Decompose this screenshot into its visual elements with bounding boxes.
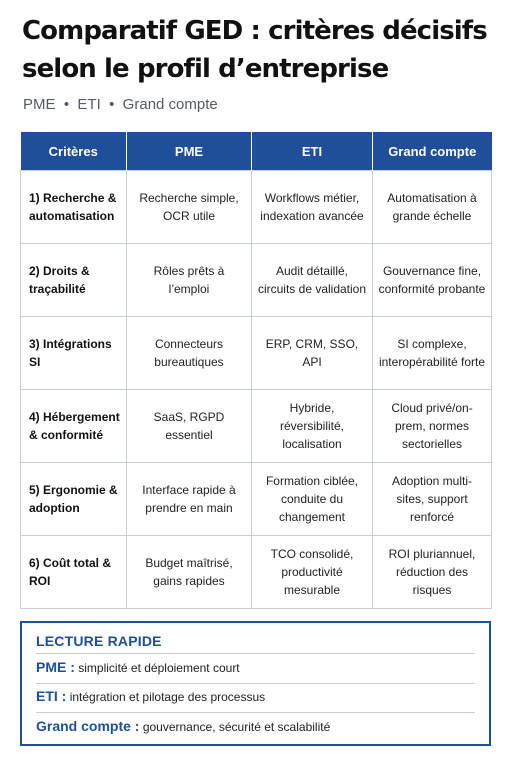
table-row — [21, 317, 492, 390]
quick-read-label: ETI : — [36, 688, 67, 704]
criterion-cell: 6) Coût total & ROI — [21, 536, 127, 609]
pme-cell: SaaS, RGPD essentiel — [127, 390, 252, 463]
pme-cell: Recherche simple, OCR utile — [127, 171, 252, 244]
grand-compte-cell: ROI pluriannuel, réduction des risques — [373, 536, 492, 609]
eti-cell: ERP, CRM, SSO, API — [252, 317, 373, 390]
table-row — [21, 171, 492, 244]
pme-cell: Connecteurs bureautiques — [127, 317, 252, 390]
criterion-cell: 4) Hébergement & conformité — [21, 390, 127, 463]
table-row — [21, 463, 492, 536]
grand-compte-cell: Gouvernance fine, conformité probante — [373, 244, 492, 317]
quick-read-item — [36, 659, 240, 675]
header-eti: ETI — [252, 132, 373, 171]
table-row — [21, 536, 492, 609]
grand-compte-cell: Cloud privé/on-prem, normes sectorielles — [373, 390, 492, 463]
quick-read-text: intégration et pilotage des processus — [69, 690, 266, 704]
table-row — [21, 244, 492, 317]
divider — [36, 683, 475, 684]
eti-cell: Workflows métier, indexation avancée — [252, 171, 373, 244]
pme-cell: Interface rapide à prendre en main — [127, 463, 252, 536]
grand-compte-cell: SI complexe, interopérabilité forte — [373, 317, 492, 390]
criterion-cell: 3) Intégrations SI — [21, 317, 127, 390]
header-grand-compte: Grand compte — [373, 132, 492, 171]
grand-compte-cell: Automatisation à grande échelle — [373, 171, 492, 244]
quick-read-item — [36, 718, 330, 734]
grand-compte-cell: Adoption multi-sites, support renforcé — [373, 463, 492, 536]
quick-read-text: gouvernance, sécurité et scalabilité — [142, 720, 331, 734]
criterion-cell: 2) Droits & traçabilité — [21, 244, 127, 317]
quick-read-label: PME : — [36, 659, 75, 675]
criterion-cell: 5) Ergonomie & adoption — [21, 463, 127, 536]
quick-read-label: Grand compte : — [36, 718, 140, 734]
pme-cell: Budget maîtrisé, gains rapides — [127, 536, 252, 609]
table-header-row — [21, 132, 492, 171]
criterion-cell: 1) Recherche & automatisation — [21, 171, 127, 244]
eti-cell: TCO consolidé, productivité mesurable — [252, 536, 373, 609]
eti-cell: Formation ciblée, conduite du changement — [252, 463, 373, 536]
table-row — [21, 390, 492, 463]
divider — [36, 653, 475, 654]
quick-read-box — [20, 621, 491, 746]
header-criteres: Critères — [21, 132, 127, 171]
pme-cell: Rôles prêts à l’emploi — [127, 244, 252, 317]
quick-read-item — [36, 688, 265, 704]
page-subtitle: PME • ETI • Grand compte — [23, 96, 218, 113]
page-title: Comparatif GED : critères décisifs selon le profil d’entreprise — [22, 16, 487, 84]
quick-read-title: LECTURE RAPIDE — [36, 633, 162, 649]
quick-read-text: simplicité et déploiement court — [78, 661, 240, 675]
divider — [36, 712, 475, 713]
comparison-table — [20, 132, 492, 609]
header-pme: PME — [127, 132, 252, 171]
eti-cell: Hybride, réversibilité, localisation — [252, 390, 373, 463]
eti-cell: Audit détaillé, circuits de validation — [252, 244, 373, 317]
